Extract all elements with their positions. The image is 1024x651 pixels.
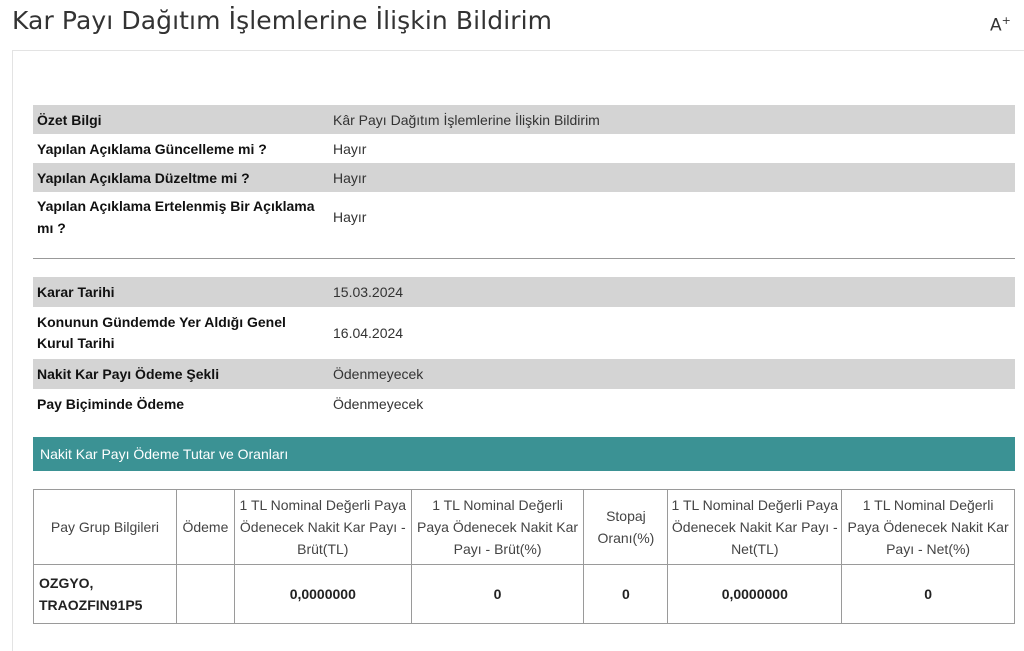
summary-table xyxy=(33,105,1015,242)
table-cell: OZGYO, TRAOZFIN91P5 xyxy=(34,565,177,624)
font-size-label: A xyxy=(990,15,1002,36)
plus-icon: + xyxy=(1001,14,1011,27)
section-divider xyxy=(33,258,1015,259)
column-header: Stopaj Oranı(%) xyxy=(584,490,668,565)
decision-value: 16.04.2024 xyxy=(333,325,404,341)
dividend-table xyxy=(33,489,1015,624)
decision-value: Ödenmeyecek xyxy=(329,359,1015,389)
table-cell: 0,0000000 xyxy=(234,565,411,624)
table-cell: 0 xyxy=(584,565,668,624)
decision-value: Ödenmeyecek xyxy=(333,395,424,412)
font-size-increase-button[interactable] xyxy=(990,14,1011,36)
summary-row xyxy=(33,163,1015,192)
summary-value: Hayır xyxy=(329,163,1015,192)
decision-row xyxy=(33,277,1015,307)
decision-row xyxy=(33,307,1015,359)
table-header-row xyxy=(34,490,1015,565)
summary-label: Yapılan Açıklama Ertelenmiş Bir Açıklama mı ? xyxy=(37,198,315,236)
column-header: 1 TL Nominal Değerli Paya Ödenecek Nakit Kar Payı - Brüt(TL) xyxy=(234,490,411,565)
summary-value: Hayır xyxy=(333,140,367,157)
column-header: Ödeme xyxy=(176,490,234,565)
summary-label: Yapılan Açıklama Düzeltme mi ? xyxy=(33,163,329,192)
decision-row xyxy=(33,359,1015,389)
summary-value: Kâr Payı Dağıtım İşlemlerine İlişkin Bildirim xyxy=(329,105,1015,134)
decision-label: Nakit Kar Payı Ödeme Şekli xyxy=(33,359,329,389)
section-header: Nakit Kar Payı Ödeme Tutar ve Oranları xyxy=(33,437,1015,471)
summary-label: Özet Bilgi xyxy=(33,105,329,134)
summary-row xyxy=(33,192,1015,242)
table-cell: 0 xyxy=(842,565,1015,624)
decision-row xyxy=(33,389,1015,418)
table-cell: 0,0000000 xyxy=(668,565,842,624)
decision-table xyxy=(33,277,1015,418)
table-cell: 0 xyxy=(411,565,584,624)
summary-row xyxy=(33,134,1015,163)
summary-row xyxy=(33,105,1015,134)
decision-value: 15.03.2024 xyxy=(329,277,1015,307)
table-cell xyxy=(176,565,234,624)
column-header: 1 TL Nominal Değerli Paya Ödenecek Nakit Kar Payı - Net(%) xyxy=(842,490,1015,565)
decision-label: Konunun Gündemde Yer Aldığı Genel Kurul Tarihi xyxy=(37,314,286,351)
decision-label: Pay Biçiminde Ödeme xyxy=(37,395,185,412)
summary-value: Hayır xyxy=(333,209,367,225)
summary-label: Yapılan Açıklama Güncelleme mi ? xyxy=(37,140,267,157)
decision-label: Karar Tarihi xyxy=(33,277,329,307)
page-title: Kar Payı Dağıtım İşlemlerine İlişkin Bildirim xyxy=(12,6,553,35)
column-header: Pay Grup Bilgileri xyxy=(34,490,177,565)
column-header: 1 TL Nominal Değerli Paya Ödenecek Nakit Kar Payı - Brüt(%) xyxy=(411,490,584,565)
column-header: 1 TL Nominal Değerli Paya Ödenecek Nakit Kar Payı - Net(TL) xyxy=(668,490,842,565)
table-row xyxy=(34,565,1015,624)
